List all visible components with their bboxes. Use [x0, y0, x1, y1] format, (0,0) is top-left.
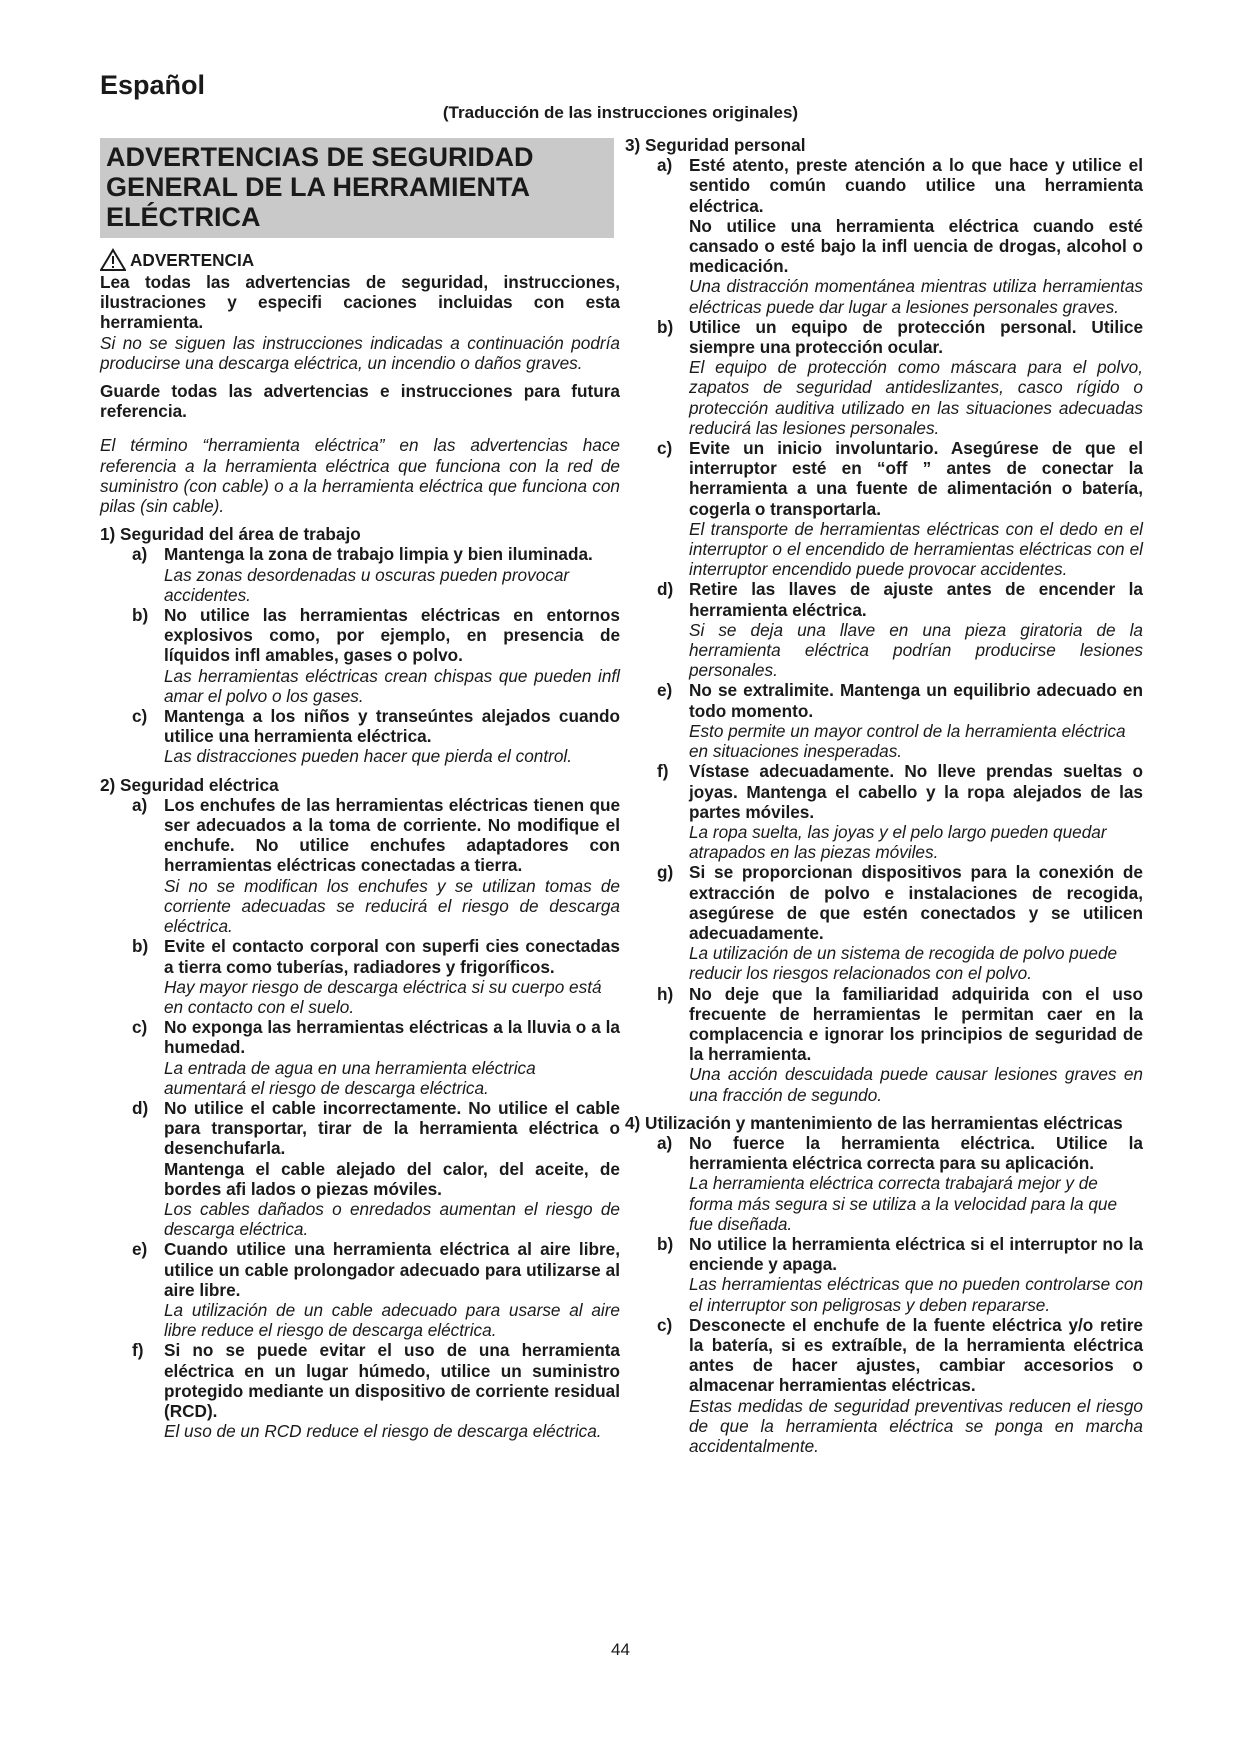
list-item: a) Los enchufes de las herramientas eléctricas tienen que ser adecuados a la toma de corriente. No modifique el enchufe. No utilice enchufes adaptadores con herramientas eléctricas conectadas a tierra. Si no se modifican los enchufes y se utilizan tomas de corriente adecuadas se reducirá el riesgo de descarga eléctrica.	[132, 794, 620, 937]
list-item: c) No exponga las herramientas eléctricas a la lluvia o a la humedad. La entrada de agua en una herramienta eléctrica aumentará el riesgo de descarga eléctrica.	[132, 1017, 620, 1098]
list-item: b) Evite el contacto corporal con superfi cies conectadas a tierra como tuberías, radiadores y frigoríficos. Hay mayor riesgo de descarga eléctrica si su cuerpo está en contacto con el suelo.	[132, 936, 620, 1017]
list-item: a) Mantenga la zona de trabajo limpia y bien iluminada. Las zonas desordenadas u oscuras pueden provocar accidentes.	[132, 544, 593, 605]
list-item: b) Utilice un equipo de protección personal. Utilice siempre una protección ocular. El equipo de protección como máscara para el polvo, zapatos de seguridad antideslizantes, casco rígido o protección auditiva utilizado en las situaciones adecuadas reducirá las lesiones personales.	[657, 316, 1143, 438]
list-item: e) Cuando utilice una herramienta eléctrica al aire libre, utilice un cable prolongador adecuado para utilizarse al aire libre. La utilización de un cable adecuado para usarse al aire libre reduce el riesgo de descarga eléctrica.	[132, 1239, 620, 1341]
list-item: f) Si no se puede evitar el uso de una herramienta eléctrica en un lugar húmedo, utilice un suministro protegido mediante un dispositivo de corriente residual (RCD). El uso de un RCD reduce el riesgo de descarga eléctrica.	[132, 1340, 620, 1442]
warning-triangle-icon	[100, 248, 126, 272]
intro-bold: Lea todas las advertencias de seguridad, instrucciones, ilustraciones y especifi caciones incluidas con esta herramienta.	[100, 272, 620, 333]
list-item: f) Vístase adecuadamente. No lleve prendas sueltas o joyas. Mantenga el cabello y la ropa alejados de las partes móviles. La ropa suelta, las joyas y el pelo largo pueden quedar atrapados en las piezas móviles.	[657, 761, 1143, 863]
list-item: b) No utilice las herramientas eléctricas en entornos explosivos como, por ejemplo, en presencia de líquidos infl amables, gases o polvo. Las herramientas eléctricas crean chispas que pueden infl amar el polvo o los gases.	[132, 605, 620, 706]
list-item: d) Retire las llaves de ajuste antes de encender la herramienta eléctrica. Si se deja una llave en una pieza giratoria de la herramienta eléctrica podrían producirse lesiones personales.	[657, 579, 1143, 681]
translation-subtitle: (Traducción de las instrucciones originales)	[442, 103, 799, 122]
warning-label: ADVERTENCIA	[130, 249, 255, 270]
keep-instructions: Guarde todas las advertencias e instrucciones para futura referencia.	[100, 381, 620, 422]
warning-header	[100, 248, 620, 272]
list-item: e) No se extralimite. Mantenga un equilibrio adecuado en todo momento. Esto permite un mayor control de la herramienta eléctrica en situaciones inesperadas.	[657, 680, 1143, 762]
term-definition: El término “herramienta eléctrica” en las advertencias hace referencia a la herramienta eléctrica que funciona con la red de suministro (con cable) o a la herramienta eléctrica que funciona con pilas (sin cable).	[100, 435, 620, 517]
intro-italic: Si no se siguen las instrucciones indicadas a continuación podría producirse una descarga eléctrica, un incendio o daños graves.	[100, 332, 620, 373]
list-item: c) Mantenga a los niños y transeúntes alejados cuando utilice una herramienta eléctrica. Las distracciones pueden hacer que pierda el control.	[132, 706, 620, 767]
section-4-heading: 4) Utilización y mantenimiento de las herramientas eléctricas	[625, 1112, 1123, 1133]
page-number: 44	[611, 1640, 630, 1659]
list-item: c) Desconecte el enchufe de la fuente eléctrica y/o retire la batería, si es extraíble, de la herramienta eléctrica antes de hacer ajustes, cambiar accesorios o almacenar herramientas eléctricas. Estas medidas de seguridad preventivas reducen el riesgo de que la herramienta eléctrica se ponga en marcha accidentalmente.	[657, 1314, 1143, 1456]
left-column	[100, 135, 620, 1441]
list-item: c) Evite un inicio involuntario. Asegúrese de que el interruptor esté en “off ” antes de conectar la herramienta a una fuente de alimentación o batería, cogerla o transportarla. El transporte de herramientas eléctricas con el dedo en el interruptor o el encendido de herramientas eléctricas con el interruptor encendido puede provocar accidentes.	[657, 438, 1143, 580]
section-1-heading: 1) Seguridad del área de trabajo	[100, 524, 361, 545]
section-2-heading: 2) Seguridad eléctrica	[100, 774, 279, 795]
list-item: b) No utilice la herramienta eléctrica si el interruptor no la enciende y apaga. Las herramientas eléctricas que no pueden controlarse con el interruptor son peligrosas y deben repararse.	[657, 1233, 1143, 1315]
section-3-heading: 3) Seguridad personal	[625, 135, 806, 155]
list-item: g) Si se proporcionan dispositivos para la conexión de extracción de polvo e instalaciones de recogida, asegúrese de que estén conectados y se utilicen adecuadamente. La utilización de un sistema de recogida de polvo puede reducir los riesgos relacionados con el polvo.	[657, 862, 1143, 984]
section-title: ADVERTENCIAS DE SEGURIDAD GENERAL DE LA HERRAMIENTA ELÉCTRICA	[100, 138, 614, 238]
list-item: h) No deje que la familiaridad adquirida con el uso frecuente de herramientas le permitan caer en la complacencia e ignorar los principios de seguridad de la herramienta. Una acción descuidada puede causar lesiones graves en una fracción de segundo.	[657, 983, 1143, 1105]
list-item: a) Esté atento, preste atención a lo que hace y utilice el sentido común cuando utilice una herramienta eléctrica. No utilice una herramienta eléctrica cuando esté cansado o esté bajo la infl uencia de drogas, alcohol o medicación. Una distracción momentánea mientras utiliza herramientas eléctricas puede dar lugar a lesiones personales graves.	[657, 155, 1143, 317]
list-item: d) No utilice el cable incorrectamente. No utilice el cable para transportar, tirar de la herramienta eléctrica o desenchufarla. Mantenga el cable alejado del calor, del aceite, de bordes afi lados o piezas móviles. Los cables dañados o enredados aumentan el riesgo de descarga eléctrica.	[132, 1097, 620, 1240]
right-column	[625, 135, 1143, 1456]
list-item: a) No fuerce la herramienta eléctrica. Utilice la herramienta eléctrica correcta para su aplicación. La herramienta eléctrica correcta trabajará mejor y de forma más segura si se utiliza a la velocidad para la que fue diseñada.	[657, 1132, 1143, 1234]
language-heading: Español	[100, 70, 206, 100]
